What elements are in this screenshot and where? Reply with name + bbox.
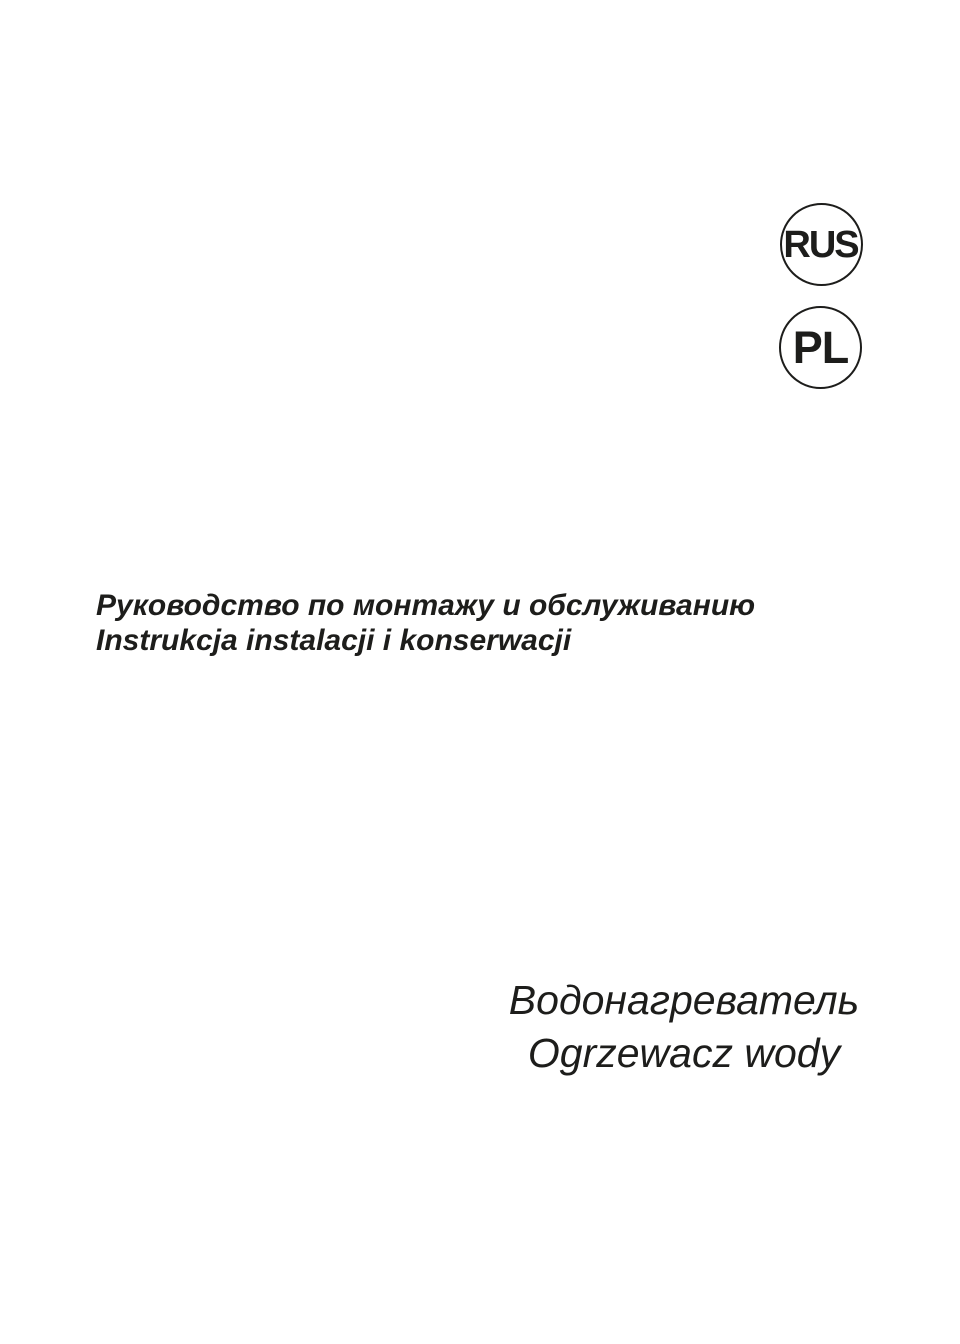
subtitle-polish: Instrukcja instalacji i konserwacji — [96, 624, 572, 657]
product-title-russian: Водонагреватель — [508, 977, 860, 1023]
language-badge-pl — [779, 306, 862, 389]
product-title-polish: Ogrzewacz wody — [527, 1030, 841, 1076]
language-badge-rus — [780, 203, 863, 286]
product-title — [434, 974, 934, 1080]
subtitle-russian: Руководство по монтажу и обслуживанию — [96, 589, 756, 622]
language-badge-pl-label: PL — [792, 322, 849, 373]
language-badge-rus-label: RUS — [783, 223, 858, 266]
manual-subtitle — [96, 588, 755, 658]
